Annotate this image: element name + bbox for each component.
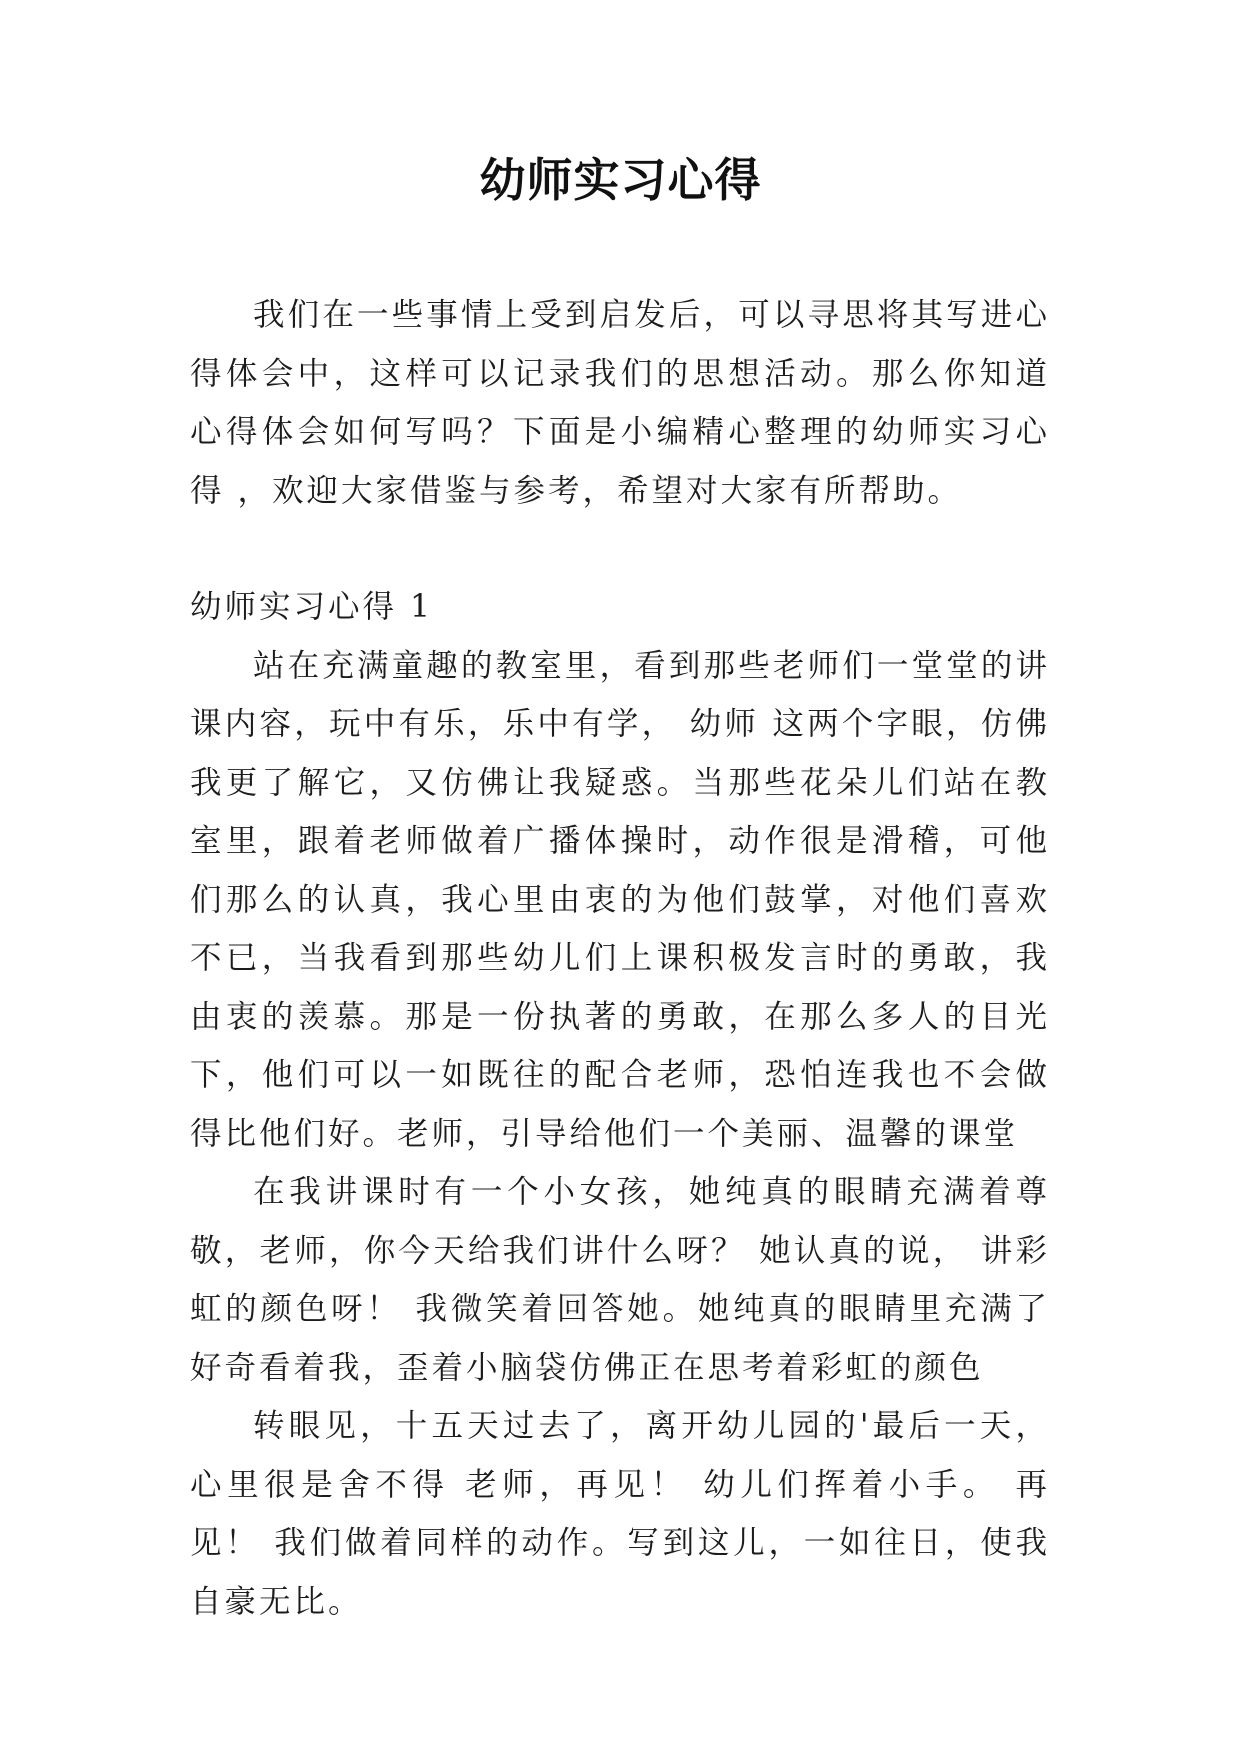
body-paragraph-3: 转眼见，十五天过去了，离开幼儿园的'最后一天，心里很是舍不得 老师，再见！ 幼儿们挥着小手。 再见！ 我们做着同样的动作。写到这儿，一如往日，使我自豪无比。 [190,1408,1050,1620]
section-block [190,578,1050,1631]
body-paragraph-1: 站在充满童趣的教室里，看到那些老师们一堂堂的讲课内容，玩中有乐，乐中有学， 幼师 这两个字眼，仿佛我更了解它，又仿佛让我疑惑。当那些花朵儿们站在教室里，跟着老师做着广播体操时，动作很是滑稽，可他们那么的认真，我心里由衷的为他们鼓掌，对他们喜欢不已，当我看到那些幼儿们上课积极发言时的勇敢，我由衷的羡慕。那是一份执著的勇敢，在那么多人的目光下，他们可以一如既往的配合老师，恐怕连我也不会做得比他们好。老师，引导给他们一个美丽、温馨的课堂 [190,647,1050,1152]
body-paragraph-2: 在我讲课时有一个小女孩，她纯真的眼睛充满着尊敬，老师，你今天给我们讲什么呀？ 她认真的说， 讲彩虹的颜色呀！ 我微笑着回答她。她纯真的眼睛里充满了好奇看着我，歪着小脑袋仿佛正在思考着彩虹的颜色 [190,1174,1050,1386]
intro-block [190,286,1050,520]
document-title: 幼师实习心得 [479,153,762,207]
intro-paragraph: 我们在一些事情上受到启发后，可以寻思将其写进心得体会中，这样可以记录我们的思想活动。那么你知道心得体会如何写吗？下面是小编精心整理的幼师实习心得 ，欢迎大家借鉴与参考，希望对大家有所帮助。 [190,297,1050,509]
section-heading: 幼师实习心得 1 [190,589,434,625]
